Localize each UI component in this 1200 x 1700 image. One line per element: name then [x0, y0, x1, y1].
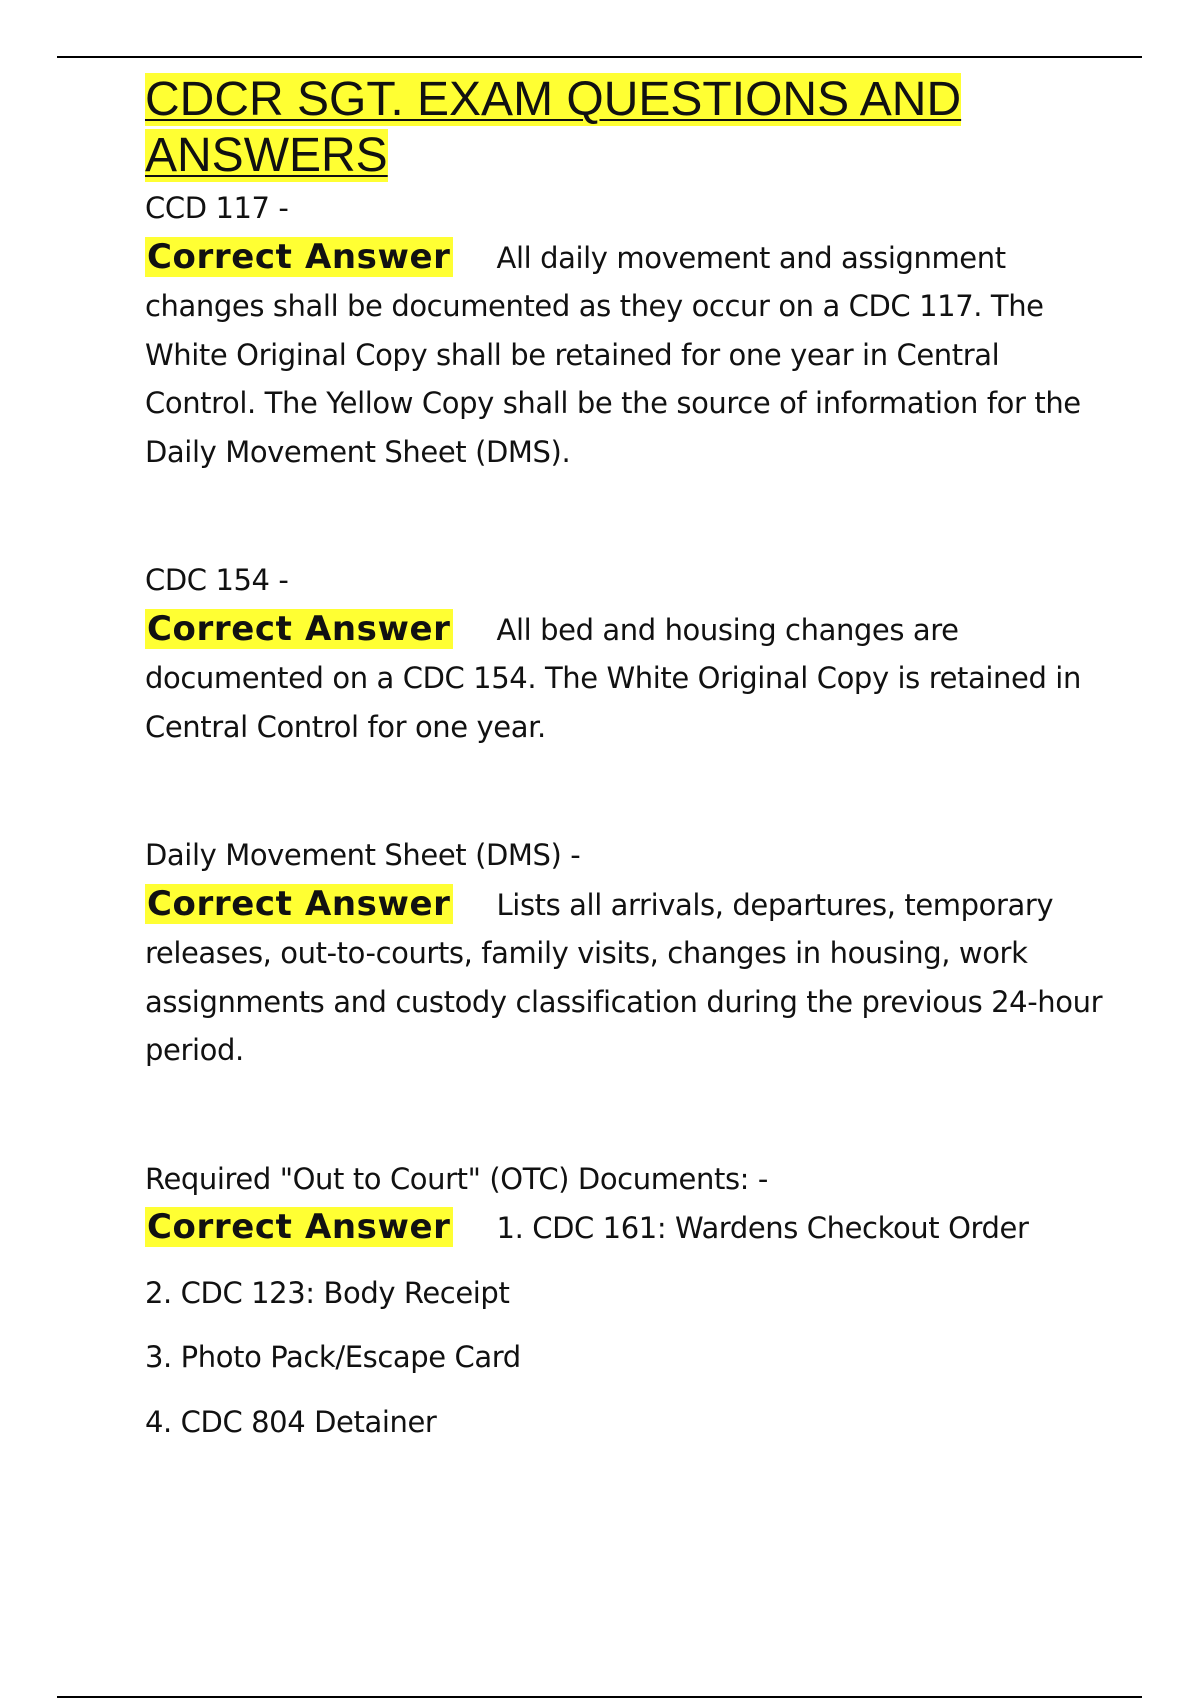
list-item: 3. Photo Pack/Escape Card [145, 1340, 521, 1374]
answer-text-block [145, 880, 1105, 1075]
header-rule [57, 56, 1142, 58]
answer-text: 1. CDC 161: Wardens Checkout Order [496, 1211, 1029, 1245]
list-item: 4. CDC 804 Detainer [145, 1404, 437, 1439]
question-text: Daily Movement Sheet (DMS) - [145, 838, 581, 872]
qa-item-4 [145, 1155, 1105, 1447]
title-text: CDCR SGT. EXAM QUESTIONS AND ANSWERS [145, 73, 962, 182]
list-item: 2. CDC 123: Body Receipt [145, 1275, 510, 1310]
correct-answer-label: Correct Answer [147, 883, 451, 924]
document-body [145, 72, 1105, 1446]
qa-item-1 [145, 184, 1105, 476]
question-text: Required "Out to Court" (OTC) Documents: - [145, 1161, 768, 1196]
correct-answer-label: Correct Answer [147, 236, 451, 277]
footer-rule [57, 1696, 1142, 1698]
correct-answer-label: Correct Answer [147, 608, 451, 649]
answer-text-block [145, 1203, 1105, 1253]
answer-text: All bed and housing changes are documented on a CDC 154. The White Original Copy is retained in Central Control for one year. [145, 612, 1081, 744]
answer-text: Lists all arrivals, departures, temporary releases, out-to-courts, family visits, changes in housing, work assignments and custody classification during the previous 24-hour period. [145, 887, 1103, 1067]
qa-item-2 [145, 556, 1105, 751]
qa-item-3 [145, 831, 1105, 1075]
answer-text-block [145, 233, 1105, 477]
answer-text: All daily movement and assignment changes shall be documented as they occur on a CDC 117. The White Original Copy shall be retained for one year in Central Control. The Yellow Copy shall be the source of information for the Daily Movement Sheet (DMS). [145, 240, 1081, 469]
document-title [145, 72, 1105, 184]
answer-text-block [145, 605, 1105, 752]
question-text: CDC 154 - [145, 563, 289, 597]
correct-answer-label: Correct Answer [147, 1207, 451, 1247]
question-text: CCD 117 - [145, 191, 289, 225]
